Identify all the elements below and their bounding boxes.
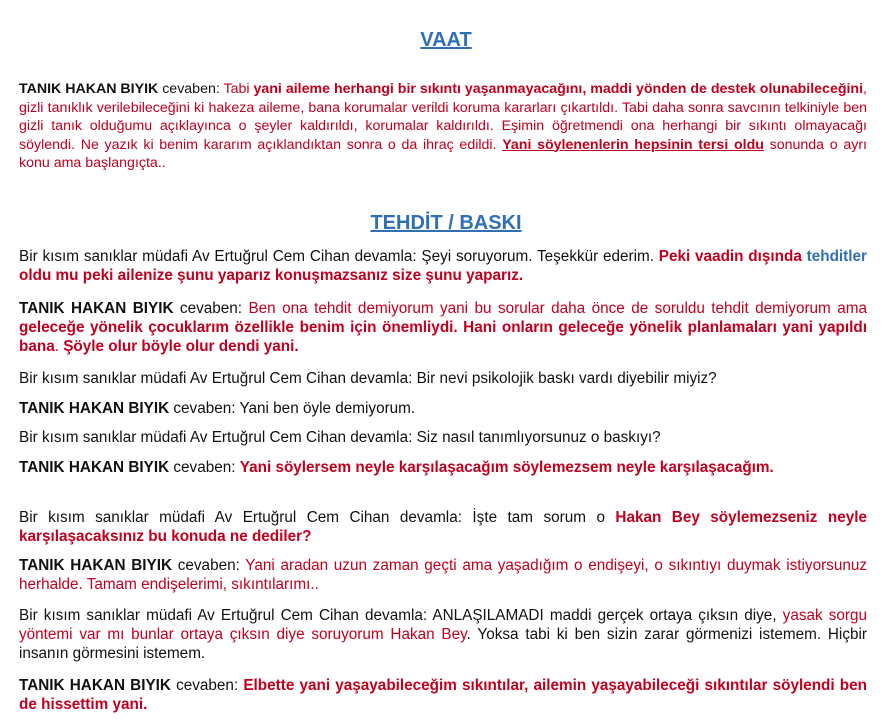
text-span: Ben ona tehdit demiyorum yani bu sorular daha önce de soruldu tehdit demiyorum ama <box>248 300 867 317</box>
text-span: cevaben: <box>173 300 249 317</box>
text-span: cevaben: Yani ben öyle demiyorum. <box>169 400 416 417</box>
text-span: . <box>54 338 64 355</box>
speaker-label: TANIK HAKAN BIYIK <box>19 557 173 574</box>
speaker-label: TANIK HAKAN BIYIK <box>19 400 170 417</box>
text-span: Bir kısım sanıklar müdafi Av Ertuğrul Cem Cihan devamla: Şeyi soruyorum. Teşekkür ederim. <box>19 248 659 265</box>
text-span: sonunda o ayrı konu ama başlangıçta.. <box>19 136 867 171</box>
text-span: Tabi <box>223 81 254 97</box>
speaker-label: TANIK HAKAN BIYIK <box>19 81 159 97</box>
emphasis-span: Peki vaadin dışında <box>658 248 807 265</box>
testimony-paragraph <box>19 676 867 714</box>
text-span: cevaben: <box>158 81 224 97</box>
section-heading-vaat: VAAT <box>420 29 472 51</box>
speaker-label: TANIK HAKAN BIYIK <box>19 459 170 476</box>
emphasis-span: oldu mu peki ailenize şunu yaparız konuşmazsanız size şunu yaparız. <box>19 267 524 284</box>
testimony-paragraph <box>19 399 867 418</box>
text-span: Yani aradan uzun zaman geçti ama yaşadığım o endişeyi, o sıkıntıyı duymak istiyorsunuz herhalde. Tamam endişelerimi, sıkıntılarımı.. <box>19 557 868 593</box>
emphasis-span: Şöyle olur böyle olur dendi yani. <box>63 338 299 355</box>
text-span: Bir kısım sanıklar müdafi Av Ertuğrul Cem Cihan devamla: İşte tam sorum o <box>19 509 616 526</box>
speaker-label: TANIK HAKAN BIYIK <box>19 677 171 694</box>
question-paragraph <box>19 428 867 447</box>
testimony-paragraph <box>19 458 867 477</box>
text-span: Bir kısım sanıklar müdafi Av Ertuğrul Cem Cihan devamla: Siz nasıl tanımlıyorsunuz o baskıyı? <box>19 429 661 446</box>
emphasis-span: Hakan Bey söylemezseniz neyle karşılaşacaksınız bu konuda ne dediler? <box>19 509 867 545</box>
text-span: Bir kısım sanıklar müdafi Av Ertuğrul Cem Cihan devamla: ANLAŞILAMADI maddi gerçek ortaya çıksın diye, <box>19 607 783 624</box>
text-span: cevaben: <box>172 557 246 574</box>
text-span: Bir kısım sanıklar müdafi Av Ertuğrul Cem Cihan devamla: Bir nevi psikolojik baskı vardı diyebilir miyiz? <box>19 370 717 387</box>
testimony-paragraph <box>19 299 867 356</box>
speaker-label: TANIK HAKAN BIYIK <box>19 300 174 317</box>
text-span: yasak sorgu yöntemi var mı bunlar ortaya çıksın diye soruyorum Hakan Bey <box>19 607 867 643</box>
testimony-paragraph <box>19 80 867 173</box>
question-paragraph <box>19 508 867 546</box>
question-paragraph <box>19 369 867 388</box>
text-span: cevaben: <box>170 677 244 694</box>
emphasis-span: Yani söylenenlerin hepsinin tersi oldu <box>502 136 764 153</box>
text-span: . Yoksa tabi ki ben sizin zarar görmenizi istemem. Hiçbir insanın görmesini istemem. <box>19 626 867 662</box>
emphasis-span: tehditler <box>806 248 867 265</box>
question-paragraph <box>19 247 867 285</box>
testimony-paragraph <box>19 556 867 594</box>
emphasis-span: geleceğe yönelik çocuklarım özellikle benim için önemliydi. Hani onların geleceğe yönelik planlamaları yani yapıldı bana <box>19 319 867 355</box>
question-paragraph <box>19 606 867 663</box>
text-span: cevaben: <box>169 459 240 476</box>
section-heading-tehdit: TEHDİT / BASKI <box>370 212 522 234</box>
text-span: , gizli tanıklık verilebileceğini ki hakeza aileme, bana korumalar verildi koruma kararları çıkartıldı. Tabi daha sonra savcının telkiniyle ben gizli tanık olduğumu açıklayınca o şeyler kaldırıldı, korumalar kaldırıldı. Eşimin öğretmendi ona herhangi bir sıkıntı olmayacağı söylendi. Ne yazık ki benim kararım açıklandıktan sonra o da ihraç edildi. <box>19 81 867 153</box>
emphasis-span: Elbette yani yaşayabileceğim sıkıntılar, ailemin yaşayabileceği sıkıntılar söylendi ben de hissettim yani. <box>19 677 867 713</box>
emphasis-span: yani aileme herhangi bir sıkıntı yaşanmayacağını, maddi yönden de destek olunabileceğini <box>253 81 864 97</box>
emphasis-span: Yani söylersem neyle karşılaşacağım söylemezsem neyle karşılaşacağım. <box>239 459 774 476</box>
